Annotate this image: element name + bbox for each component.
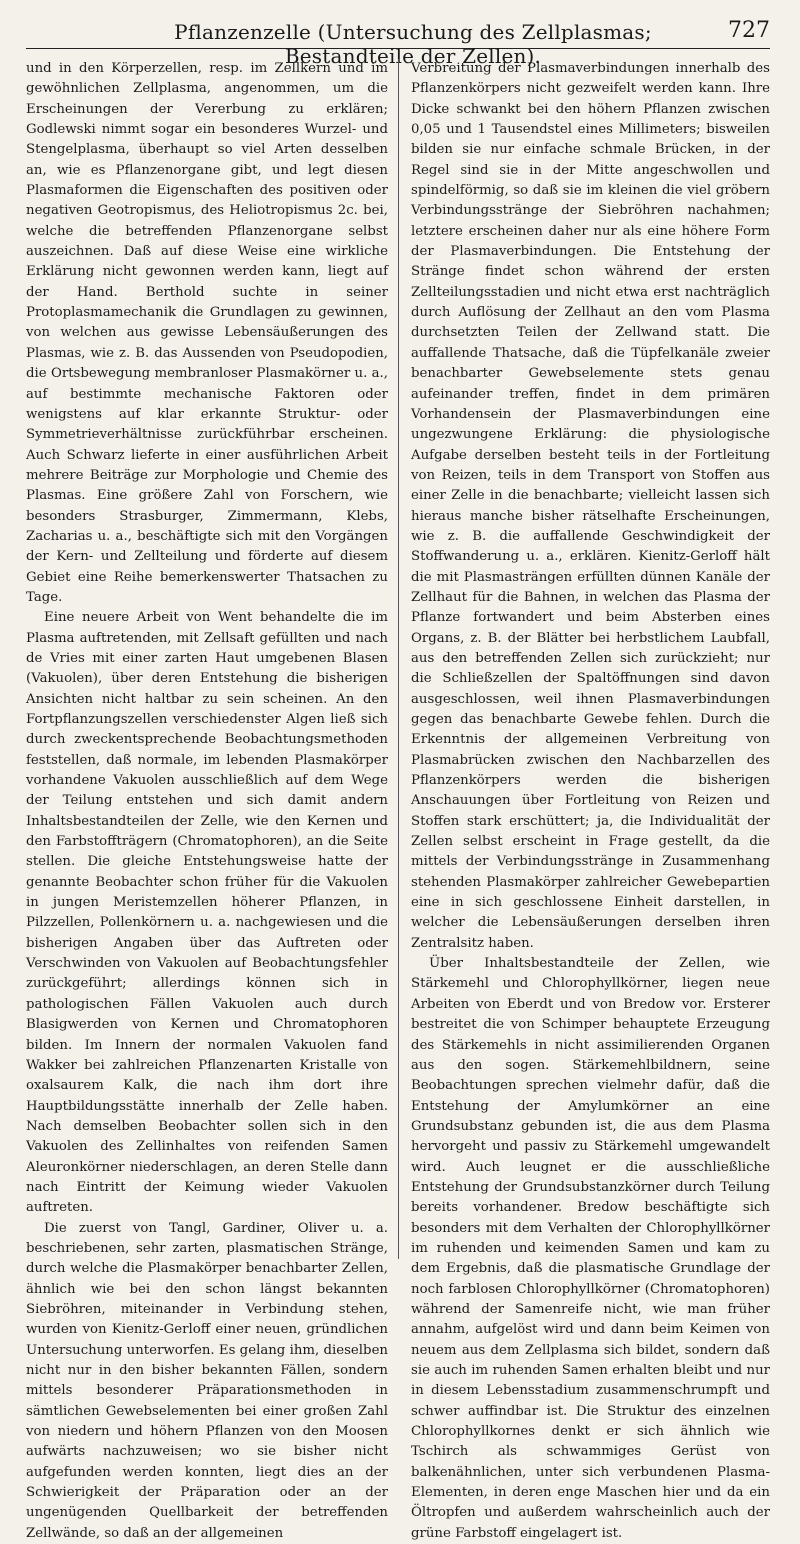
page-number: 727 [728,18,770,43]
right-column [398,59,770,1541]
paragraph: und in den Körperzellen, resp. im Zellkern und im gewöhnlichen Zellplasma, angenommen, um die Erscheinungen der Vererbung zu erklären; Godlewski nimmt sogar ein besonderes Wurzel- und Stengelplasma, überhaupt so viel Arten desselben an, wie es Pflanzenorgane gibt, und legt diesen Plasmaformen die Eigenschaften des positiven oder negativen Geotropismus, des Heliotropismus 2c. bei, welche die betreffenden Pflanzenorgane selbst auszeichnen. Daß auf diese Weise eine wirkliche Erklärung nicht gewonnen werden kann, liegt auf der Hand. Berthold suchte in seiner Protoplasmamechanik die Grundlagen zu gewinnen, von welchen aus gewisse Lebensäußerungen des Plasmas, wie z. B. das Aussenden von Pseudopodien, die Ortsbewegung membranloser Plasmakörner u. a., auf bestimmte mechanische Faktoren oder wenigstens auf klar erkannte Struktur- oder Symmetrieverhältnisse zurückführbar erscheinen. Auch Schwarz lieferte in einer ausführlichen Arbeit mehrere Beiträge zur Morphologie und Chemie des Plasmas. Eine größere Zahl von Forschern, wie besonders Strasburger, Zimmermann, Klebs, Zacharias u. a., beschäftigte sich mit den Vorgängen der Kern- und Zellteilung und förderte auf diesem Gebiet eine Reihe bemerkenswerter Thatsachen zu Tage. [26,61,388,605]
text-columns [26,59,770,1541]
paragraph: Die zuerst von Tangl, Gardiner, Oliver u. a. beschriebenen, sehr zarten, plasmatischen Stränge, durch welche die Plasmakörper benachbarter Zellen, ähnlich wie bei den schon längst bekannten Siebröhren, miteinander in Verbindung stehen, wurden von Kienitz-Gerloff einer neuen, gründlichen Untersuchung unterworfen. Es gelang ihm, dieselben nicht nur in den bisher bekannten Fällen, sondern mittels besonderer Präparationsmethoden in sämtlichen Gewebselementen bei einer großen Zahl von niedern und höhern Pflanzen von den Moosen aufwärts nachzuweisen; wo sie bisher nicht aufgefunden werden konnten, liegt dies an der Schwierigkeit der Präparation oder an der ungenügenden Quellbarkeit der betreffenden Zellwände, so daß an der allgemeinen [26,1220,388,1541]
page-header [26,14,770,68]
paragraph: Eine neuere Arbeit von Went behandelte die im Plasma auftretenden, mit Zellsaft gefüllten und nach de Vries mit einer zarten Haut umgebenen Blasen (Vakuolen), über deren Entstehung die bisherigen Ansichten nicht haltbar zu sein scheinen. An den Fortpflanzungszellen verschiedenster Algen ließ sich durch zweckentsprechende Beobachtungsmethoden feststellen, daß normale, im lebenden Plasmakörper vorhandene Vakuolen ausschließlich auf dem Wege der Teilung entstehen und sich damit andern Inhaltsbestandteilen der Zelle, wie den Kernen und den Farbstoffträgern (Chromatophoren), an die Seite stellen. Die gleiche Entstehungsweise hatte der genannte Beobachter schon früher für die Vakuolen in jungen Meristemzellen höherer Pflanzen, in Pilzzellen, Pollenkörnern u. a. nachgewiesen und die bisherigen Angaben über das Auftreten oder Verschwinden von Vakuolen auf Beobachtungsfehler zurückgeführt; allerdings können sich in pathologischen Fällen Vakuolen auch durch Blasigwerden von Kernen und Chromatophoren bilden. Im Innern der normalen Vakuolen fand Wakker bei zahlreichen Pflanzenarten Kristalle von oxalsaurem Kalk, die nach ihm dort ihre Hauptbildungsstätte innerhalb der Zelle haben. Nach demselben Beobachter sollen sich in den Vakuolen des Zellinhaltes von reifenden Samen Aleuronkörner niederschlagen, an deren Stelle dann nach Eintritt der Keimung wieder Vakuolen auftreten. [26,610,388,1216]
paragraph: Über Inhaltsbestandteile der Zellen, wie Stärkemehl und Chlorophyllkörner, liegen neue Arbeiten von Eberdt und von Bredow vor. Ersterer bestreitet die von Schimper behauptete Erzeugung des Stärkemehls in nicht assimilierenden Organen aus den sogen. Stärkemehlbildnern, seine Beobachtungen sprechen vielmehr dafür, daß die Entstehung der Amylumkörner an eine Grundsubstanz gebunden ist, die aus dem Plasma hervorgeht und passiv zu Stärkemehl umgewandelt wird. Auch leugnet er die ausschließliche Entstehung der Grundsubstanzkörner durch Teilung bereits vorhandener. Bredow beschäftigte sich besonders mit dem Verhalten der Chlorophyllkörner im ruhenden und keimenden Samen und kam zu dem Ergebnis, daß die plasmatische Grundlage der noch farblosen Chlorophyllkörner (Chromatophoren) während der Samenreife nicht, wie man früher annahm, aufgelöst wird und dann beim Keimen von neuem aus dem Zellplasma sich bildet, sondern daß sie auch im ruhenden Samen erhalten bleibt und nur in diesem Lebensstadium zusammenschrumpft und schwer auffindbar ist. Die Struktur des einzelnen Chlorophyllkornes denkt er sich ähnlich wie Tschirch als schwammiges Gerüst von balkenähnlichen, unter sich verbundenen Plasma-Elementen, in deren enge Maschen hier und da ein Öltropfen und außerdem wahrscheinlich auch der grüne Farbstoff eingelagert ist. [411,956,770,1541]
left-column [26,59,398,1541]
paragraph: Verbreitung der Plasmaverbindungen innerhalb des Pflanzenkörpers nicht gezweifelt werden kann. Ihre Dicke schwankt bei den höhern Pflanzen zwischen 0,05 und 1 Tausendstel eines Millimeters; bisweilen bilden sie nur einfache schmale Brücken, in der Regel sind sie in der Mitte angeschwollen und spindelförmig, so daß sie im kleinen die viel gröbern Verbindungsstränge der Siebröhren nachahmen; letztere erscheinen daher nur als eine höhere Form der Plasmaverbindungen. Die Entstehung der Stränge findet schon während der ersten Zellteilungsstadien und nicht etwa erst nachträglich durch Auflösung der Zellhaut an den vom Plasma durchsetzten Teilen der Zellwand statt. Die auffallende Thatsache, daß die Tüpfelkanäle zweier benachbarter Gewebselemente stets genau aufeinander treffen, findet in dem primären Vorhandensein der Plasmaverbindungen eine ungezwungene Erklärung: die physiologische Aufgabe derselben besteht teils in der Fortleitung von Reizen, teils in dem Transport von Stoffen aus einer Zelle in die benachbarte; vielleicht lassen sich hieraus manche bisher rätselhafte Erscheinungen, wie z. B. die auffallende Geschwindigkeit der Stoffwanderung u. a., erklären. Kienitz-Gerloff hält die mit Plasmasträngen erfüllten dünnen Kanäle der Zellhaut für die Bahnen, in welchen das Plasma der Pflanze fortwandert und beim Absterben eines Organs, z. B. der Blätter bei herbstlichem Laubfall, aus den betreffenden Zellen sich zurückzieht; nur die Schließzellen der Spaltöffnungen sind davon ausgeschlossen, weil ihnen Plasmaverbindungen gegen das benachbarte Gewebe fehlen. Durch die Erkenntnis der allgemeinen Verbreitung von Plasmabrücken zwischen den Nachbarzellen des Pflanzenkörpers werden die bisherigen Anschauungen über Fortleitung von Reizen und Stoffen stark erschüttert; ja, die Individualität der Zellen selbst erscheint in Frage gestellt, da die mittels der Verbindungsstränge in Zusammenhang stehenden Plasmakörper zahlreicher Gewebepartien eine in sich geschlossene Einheit darstellen, in welcher die Lebensäußerungen derselben ihren Zentralsitz haben. [411,61,770,951]
running-head: Pflanzenzelle (Untersuchung des Zellplasmas; Bestandteile der Zellen). [174,20,652,68]
